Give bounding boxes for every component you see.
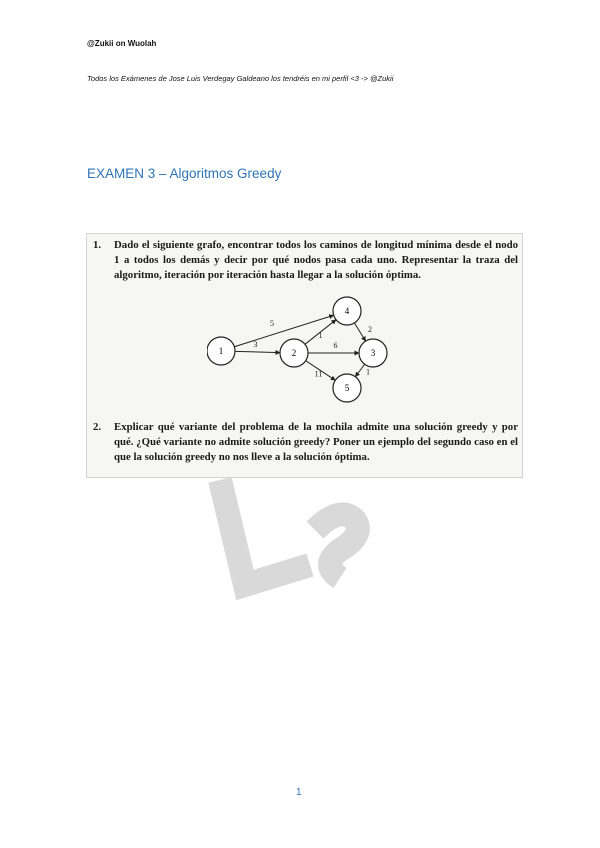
exam-title: EXAMEN 3 – Algoritmos Greedy <box>87 166 282 181</box>
graph-node-1 <box>207 337 235 365</box>
node-label: 3 <box>370 348 376 358</box>
graph-edge-3-5 <box>355 364 364 377</box>
node-label: 4 <box>344 306 350 316</box>
node-label: 5 <box>344 383 350 393</box>
edge-weight-label: 5 <box>270 319 274 328</box>
question-1 <box>93 238 518 284</box>
profile-note: Todos los Exámenes de Jose Luis Verdegay Galdeano los tendréis en mi perfil <3 -> @Zukii <box>87 74 394 83</box>
question-2 <box>93 420 518 466</box>
graph-node-2 <box>280 339 308 367</box>
edge-weight-label: 1 <box>318 331 323 340</box>
scanned-exam <box>86 233 523 478</box>
weighted-graph <box>207 294 407 406</box>
edge-weight-label: 2 <box>368 325 372 334</box>
question-number: 1. <box>93 239 102 251</box>
question-number: 2. <box>93 421 102 433</box>
graph-node-3 <box>359 339 387 367</box>
question-text: Explicar qué variante del problema de la mochila admite una solución greedy y por qué. ¿Qué variante no admite solución greedy? Poner un ejemplo del segundo caso en el que la solución greedy no nos lleve a la solución óptima. <box>114 421 518 464</box>
question-text: Dado el siguiente grafo, encontrar todos los caminos de longitud mínima desde el nodo 1 a todos los demás y decir por qué nodos pasa cada uno. Representar la traza del algoritmo, iteración por iteración hasta llegar a la solución óptima. <box>114 239 518 282</box>
edge-weight-label: 11 <box>314 369 323 379</box>
node-label: 2 <box>291 348 297 358</box>
graph-node-4 <box>333 297 361 325</box>
edge-weight-label: 1 <box>366 367 370 377</box>
author-handle: @Zukii on Wuolah <box>87 39 157 48</box>
edge-weight-label: 3 <box>253 340 258 349</box>
watermark-logo <box>190 460 420 600</box>
node-label: 1 <box>218 346 224 356</box>
edge-weight-label: 6 <box>333 341 338 350</box>
graph-node-5 <box>333 374 361 402</box>
graph-edge-4-3 <box>354 323 365 341</box>
graph-edge-1-2 <box>235 351 280 352</box>
page-number: 1 <box>296 787 302 798</box>
